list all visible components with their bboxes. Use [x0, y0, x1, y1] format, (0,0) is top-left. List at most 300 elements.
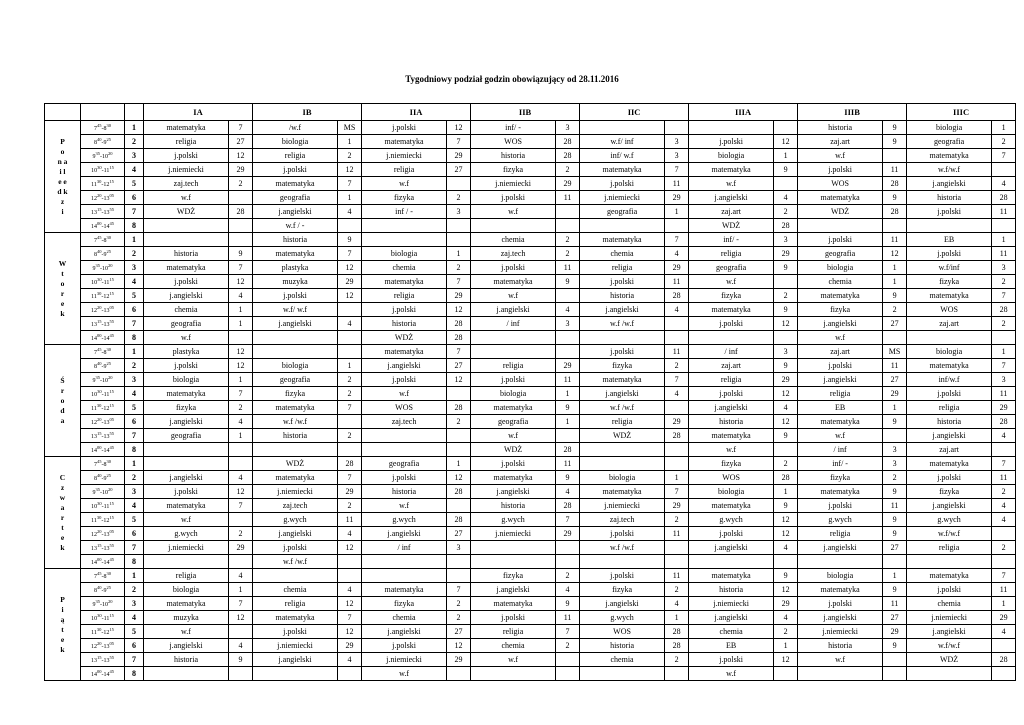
- room-cell: [229, 667, 253, 681]
- day-label-line: e e: [58, 176, 67, 186]
- lesson-row: [45, 359, 1016, 373]
- subject-cell: matematyka: [798, 191, 883, 205]
- subject-cell: historia: [689, 415, 774, 429]
- subject-cell: zaj.tech: [253, 499, 338, 513]
- subject-cell: w.f/ w.f: [253, 303, 338, 317]
- lesson-row: [45, 191, 1016, 205]
- room-cell: 28: [883, 177, 907, 191]
- lesson-number: 5: [125, 177, 144, 191]
- room-cell: 1: [774, 149, 798, 163]
- room-cell: 4: [338, 527, 362, 541]
- lesson-time: $12^{20}-13^{05}$: [81, 415, 125, 429]
- room-cell: 27: [447, 625, 471, 639]
- subject-cell: j.polski: [253, 625, 338, 639]
- lesson-time: $13^{15}-13^{55}$: [81, 205, 125, 219]
- room-cell: 2: [338, 499, 362, 513]
- room-cell: [556, 345, 580, 359]
- subject-cell: matematyka: [471, 597, 556, 611]
- subject-cell: j.niemiecki: [471, 527, 556, 541]
- subject-cell: [362, 443, 447, 457]
- room-cell: 29: [992, 611, 1016, 625]
- subject-cell: [471, 541, 556, 555]
- subject-cell: inf/ w.f: [580, 149, 665, 163]
- subject-cell: j.niemiecki: [253, 639, 338, 653]
- room-cell: [229, 513, 253, 527]
- lesson-row: [45, 471, 1016, 485]
- subject-cell: matematyka: [907, 149, 992, 163]
- room-cell: [883, 555, 907, 569]
- lesson-number: 3: [125, 485, 144, 499]
- lesson-number: 7: [125, 317, 144, 331]
- subject-cell: w.f: [362, 387, 447, 401]
- subject-cell: matematyka: [471, 275, 556, 289]
- subject-cell: j.angielski: [689, 541, 774, 555]
- lesson-row: [45, 415, 1016, 429]
- lesson-time: $10^{30}-11^{15}$: [81, 611, 125, 625]
- subject-cell: chemia: [144, 303, 229, 317]
- subject-cell: j.polski: [362, 121, 447, 135]
- subject-cell: biologia: [253, 135, 338, 149]
- room-cell: 1: [338, 191, 362, 205]
- room-cell: 4: [556, 583, 580, 597]
- subject-cell: biologia: [798, 569, 883, 583]
- subject-cell: j.angielski: [471, 303, 556, 317]
- lesson-number: 8: [125, 667, 144, 681]
- subject-cell: j.polski: [689, 653, 774, 667]
- room-cell: [665, 331, 689, 345]
- room-cell: [774, 275, 798, 289]
- room-cell: 1: [229, 373, 253, 387]
- subject-cell: j.polski: [144, 149, 229, 163]
- subject-cell: WDŻ: [362, 331, 447, 345]
- room-cell: 3: [992, 373, 1016, 387]
- lesson-row: [45, 443, 1016, 457]
- subject-cell: religia: [362, 163, 447, 177]
- subject-cell: matematyka: [144, 597, 229, 611]
- subject-cell: j.polski: [907, 387, 992, 401]
- room-cell: 4: [774, 541, 798, 555]
- room-cell: 2: [774, 625, 798, 639]
- subject-cell: biologia: [907, 345, 992, 359]
- room-cell: 3: [883, 457, 907, 471]
- lesson-row: [45, 569, 1016, 583]
- subject-cell: [144, 219, 229, 233]
- subject-cell: matematyka: [580, 485, 665, 499]
- lesson-time: $13^{15}-13^{55}$: [81, 541, 125, 555]
- lesson-time: $7^{45}-8^{30}$: [81, 121, 125, 135]
- room-cell: [447, 219, 471, 233]
- room-cell: 3: [556, 121, 580, 135]
- subject-cell: j.polski: [253, 541, 338, 555]
- subject-cell: g.wych: [144, 527, 229, 541]
- lesson-row: [45, 289, 1016, 303]
- subject-cell: matematyka: [253, 247, 338, 261]
- subject-cell: biologia: [362, 247, 447, 261]
- room-cell: [229, 443, 253, 457]
- subject-cell: w.f/w.f: [907, 527, 992, 541]
- subject-cell: g.wych: [362, 513, 447, 527]
- subject-cell: j.polski: [362, 639, 447, 653]
- lesson-row: [45, 583, 1016, 597]
- subject-cell: historia: [798, 121, 883, 135]
- subject-cell: [471, 219, 556, 233]
- room-cell: 7: [338, 611, 362, 625]
- subject-cell: religia: [253, 149, 338, 163]
- subject-cell: matematyka: [580, 233, 665, 247]
- subject-cell: j.angielski: [798, 317, 883, 331]
- day-label-line: k: [60, 644, 65, 654]
- room-cell: 2: [665, 359, 689, 373]
- room-cell: [338, 219, 362, 233]
- subject-cell: w.f /w.f: [580, 401, 665, 415]
- subject-cell: j.polski: [362, 373, 447, 387]
- lesson-number: 2: [125, 583, 144, 597]
- room-cell: 1: [774, 639, 798, 653]
- room-cell: 4: [665, 387, 689, 401]
- room-cell: 4: [992, 513, 1016, 527]
- room-cell: 29: [338, 639, 362, 653]
- subject-cell: w.f: [471, 653, 556, 667]
- room-cell: 7: [665, 163, 689, 177]
- room-cell: 11: [556, 261, 580, 275]
- room-cell: 28: [992, 653, 1016, 667]
- subject-cell: g.wych: [471, 513, 556, 527]
- room-cell: [774, 555, 798, 569]
- room-cell: 11: [992, 387, 1016, 401]
- subject-cell: religia: [144, 569, 229, 583]
- room-cell: 29: [229, 541, 253, 555]
- room-cell: 2: [338, 149, 362, 163]
- room-cell: 9: [774, 359, 798, 373]
- subject-cell: [471, 555, 556, 569]
- room-cell: 4: [556, 303, 580, 317]
- subject-cell: religia: [471, 359, 556, 373]
- subject-cell: geografia: [471, 415, 556, 429]
- room-cell: [992, 443, 1016, 457]
- room-cell: [883, 429, 907, 443]
- room-cell: 7: [665, 233, 689, 247]
- subject-cell: w.f /w.f: [253, 415, 338, 429]
- header-corner-day: [45, 104, 81, 121]
- lesson-time: $11^{30}-12^{15}$: [81, 177, 125, 191]
- subject-cell: j.niemiecki: [253, 485, 338, 499]
- room-cell: [556, 667, 580, 681]
- room-cell: [665, 317, 689, 331]
- lesson-row: [45, 555, 1016, 569]
- lesson-row: [45, 499, 1016, 513]
- subject-cell: historia: [253, 429, 338, 443]
- day-label-line: o: [60, 278, 65, 288]
- lesson-row: [45, 345, 1016, 359]
- lesson-time: $7^{45}-8^{30}$: [81, 233, 125, 247]
- subject-cell: [362, 555, 447, 569]
- subject-cell: plastyka: [144, 345, 229, 359]
- subject-cell: [362, 569, 447, 583]
- room-cell: 4: [665, 303, 689, 317]
- lesson-time: $9^{35}-10^{20}$: [81, 485, 125, 499]
- room-cell: [774, 443, 798, 457]
- room-cell: 1: [229, 317, 253, 331]
- subject-cell: j.polski: [580, 527, 665, 541]
- subject-cell: [253, 443, 338, 457]
- lesson-row: [45, 401, 1016, 415]
- room-cell: 12: [229, 149, 253, 163]
- room-cell: 2: [229, 401, 253, 415]
- room-cell: 9: [883, 485, 907, 499]
- subject-cell: geografia: [689, 261, 774, 275]
- day-label: [45, 457, 81, 569]
- room-cell: 1: [883, 275, 907, 289]
- lesson-row: [45, 219, 1016, 233]
- subject-cell: j.angielski: [798, 541, 883, 555]
- subject-cell: matematyka: [798, 415, 883, 429]
- day-label-line: a: [60, 502, 65, 512]
- subject-cell: /w.f: [253, 121, 338, 135]
- room-cell: 27: [883, 317, 907, 331]
- subject-cell: matematyka: [689, 429, 774, 443]
- room-cell: 11: [338, 513, 362, 527]
- room-cell: [774, 177, 798, 191]
- subject-cell: matematyka: [798, 583, 883, 597]
- room-cell: 2: [447, 261, 471, 275]
- day-label: [45, 233, 81, 345]
- subject-cell: j.angielski: [471, 485, 556, 499]
- subject-cell: j.polski: [471, 373, 556, 387]
- lesson-number: 4: [125, 611, 144, 625]
- subject-cell: chemia: [471, 233, 556, 247]
- room-cell: [447, 569, 471, 583]
- room-cell: 7: [447, 135, 471, 149]
- subject-cell: fizyka: [798, 471, 883, 485]
- room-cell: 2: [774, 205, 798, 219]
- room-cell: 12: [774, 415, 798, 429]
- subject-cell: j.polski: [907, 247, 992, 261]
- subject-cell: religia: [689, 373, 774, 387]
- subject-cell: j.polski: [471, 191, 556, 205]
- subject-cell: geografia: [253, 373, 338, 387]
- lesson-row: [45, 303, 1016, 317]
- room-cell: 7: [992, 359, 1016, 373]
- room-cell: 28: [556, 499, 580, 513]
- subject-cell: j.polski: [689, 317, 774, 331]
- lesson-number: 1: [125, 345, 144, 359]
- subject-cell: w.f/inf: [907, 261, 992, 275]
- day-label: [45, 569, 81, 681]
- room-cell: 29: [883, 625, 907, 639]
- subject-cell: zaj.tech: [580, 513, 665, 527]
- subject-cell: j.angielski: [362, 527, 447, 541]
- room-cell: 2: [229, 177, 253, 191]
- room-cell: 28: [556, 149, 580, 163]
- room-cell: [447, 177, 471, 191]
- subject-cell: w.f: [689, 275, 774, 289]
- subject-cell: [362, 233, 447, 247]
- room-cell: 12: [338, 289, 362, 303]
- room-cell: 11: [992, 583, 1016, 597]
- subject-cell: zaj.tech: [144, 177, 229, 191]
- room-cell: 29: [665, 191, 689, 205]
- subject-cell: biologia: [798, 261, 883, 275]
- room-cell: 12: [774, 317, 798, 331]
- lesson-time: $14^{00}-14^{45}$: [81, 667, 125, 681]
- room-cell: 1: [229, 583, 253, 597]
- day-label-line: ą: [60, 614, 65, 624]
- subject-cell: j.polski: [689, 135, 774, 149]
- lesson-row: [45, 233, 1016, 247]
- lesson-number: 6: [125, 639, 144, 653]
- room-cell: 1: [338, 135, 362, 149]
- subject-cell: chemia: [580, 247, 665, 261]
- room-cell: [338, 345, 362, 359]
- subject-cell: [689, 121, 774, 135]
- subject-cell: [144, 555, 229, 569]
- subject-cell: matematyka: [362, 135, 447, 149]
- day-label-line: n a: [57, 156, 68, 166]
- room-cell: [338, 569, 362, 583]
- subject-cell: / inf: [689, 345, 774, 359]
- subject-cell: j.angielski: [144, 289, 229, 303]
- subject-cell: biologia: [580, 471, 665, 485]
- lesson-number: 5: [125, 513, 144, 527]
- room-cell: 11: [556, 611, 580, 625]
- subject-cell: w.f: [362, 667, 447, 681]
- room-cell: 29: [883, 387, 907, 401]
- room-cell: 29: [665, 499, 689, 513]
- room-cell: [447, 387, 471, 401]
- subject-cell: matematyka: [689, 163, 774, 177]
- lesson-number: 3: [125, 597, 144, 611]
- subject-cell: WOS: [471, 135, 556, 149]
- room-cell: 28: [447, 513, 471, 527]
- room-cell: 4: [665, 597, 689, 611]
- room-cell: 9: [229, 247, 253, 261]
- lesson-row: [45, 121, 1016, 135]
- room-cell: 2: [992, 275, 1016, 289]
- subject-cell: WDŻ: [907, 653, 992, 667]
- room-cell: [774, 667, 798, 681]
- subject-cell: / inf: [471, 317, 556, 331]
- room-cell: 28: [665, 625, 689, 639]
- subject-cell: j.niemiecki: [471, 177, 556, 191]
- subject-cell: WDŻ: [471, 443, 556, 457]
- lesson-time: $11^{30}-12^{15}$: [81, 401, 125, 415]
- day-label-line: e: [60, 532, 65, 542]
- room-cell: 11: [556, 457, 580, 471]
- room-cell: [665, 667, 689, 681]
- subject-cell: biologia: [253, 359, 338, 373]
- lesson-time: $10^{30}-11^{15}$: [81, 275, 125, 289]
- room-cell: 3: [883, 443, 907, 457]
- day-label-line: z: [60, 196, 65, 206]
- room-cell: 2: [665, 513, 689, 527]
- subject-cell: historia: [471, 499, 556, 513]
- lesson-time: $12^{20}-13^{05}$: [81, 191, 125, 205]
- subject-cell: geografia: [144, 429, 229, 443]
- subject-cell: religia: [362, 289, 447, 303]
- room-cell: 1: [447, 247, 471, 261]
- lesson-number: 6: [125, 527, 144, 541]
- subject-cell: w.f: [144, 191, 229, 205]
- subject-cell: w.f /w.f: [580, 541, 665, 555]
- subject-cell: w.f: [362, 499, 447, 513]
- room-cell: 27: [883, 611, 907, 625]
- subject-cell: w.f: [471, 205, 556, 219]
- room-cell: [338, 331, 362, 345]
- room-cell: 12: [338, 163, 362, 177]
- subject-cell: matematyka: [362, 345, 447, 359]
- subject-cell: w.f: [689, 667, 774, 681]
- subject-cell: [580, 443, 665, 457]
- lesson-time: $9^{35}-10^{20}$: [81, 373, 125, 387]
- room-cell: 11: [665, 345, 689, 359]
- subject-cell: [144, 233, 229, 247]
- room-cell: [556, 205, 580, 219]
- subject-cell: j.angielski: [907, 429, 992, 443]
- subject-cell: EB: [689, 639, 774, 653]
- subject-cell: [798, 555, 883, 569]
- subject-cell: matematyka: [907, 359, 992, 373]
- subject-cell: [907, 219, 992, 233]
- day-label-line: k: [60, 542, 65, 552]
- room-cell: 4: [229, 415, 253, 429]
- subject-cell: matematyka: [689, 499, 774, 513]
- lesson-row: [45, 457, 1016, 471]
- lesson-row: [45, 149, 1016, 163]
- subject-cell: [253, 667, 338, 681]
- subject-cell: [362, 219, 447, 233]
- room-cell: 7: [229, 261, 253, 275]
- room-cell: 1: [556, 415, 580, 429]
- subject-cell: j.angielski: [253, 205, 338, 219]
- subject-cell: j.angielski: [580, 303, 665, 317]
- day-label-line: e: [60, 634, 65, 644]
- subject-cell: matematyka: [144, 387, 229, 401]
- lesson-number: 1: [125, 233, 144, 247]
- subject-cell: geografia: [253, 191, 338, 205]
- lesson-number: 7: [125, 205, 144, 219]
- room-cell: 1: [447, 457, 471, 471]
- room-cell: [447, 667, 471, 681]
- subject-cell: [253, 331, 338, 345]
- day-label-line: i l: [59, 166, 66, 176]
- room-cell: [992, 639, 1016, 653]
- subject-cell: [580, 667, 665, 681]
- day-label-line: z: [60, 482, 65, 492]
- room-cell: [229, 457, 253, 471]
- lesson-number: 4: [125, 387, 144, 401]
- subject-cell: fizyka: [907, 485, 992, 499]
- subject-cell: religia: [253, 597, 338, 611]
- class-header: IIIC: [907, 104, 1016, 121]
- subject-cell: j.angielski: [907, 177, 992, 191]
- subject-cell: zaj.art: [907, 443, 992, 457]
- subject-cell: WDŻ: [253, 457, 338, 471]
- subject-cell: EB: [798, 401, 883, 415]
- subject-cell: matematyka: [471, 471, 556, 485]
- subject-cell: w.f/w.f: [907, 639, 992, 653]
- subject-cell: [907, 667, 992, 681]
- subject-cell: / inf: [362, 541, 447, 555]
- room-cell: 2: [556, 233, 580, 247]
- subject-cell: [580, 555, 665, 569]
- subject-cell: j.angielski: [689, 611, 774, 625]
- subject-cell: w.f /w.f: [580, 317, 665, 331]
- lesson-number: 8: [125, 219, 144, 233]
- room-cell: 28: [556, 135, 580, 149]
- room-cell: 4: [229, 471, 253, 485]
- subject-cell: j.angielski: [580, 387, 665, 401]
- subject-cell: j.angielski: [144, 415, 229, 429]
